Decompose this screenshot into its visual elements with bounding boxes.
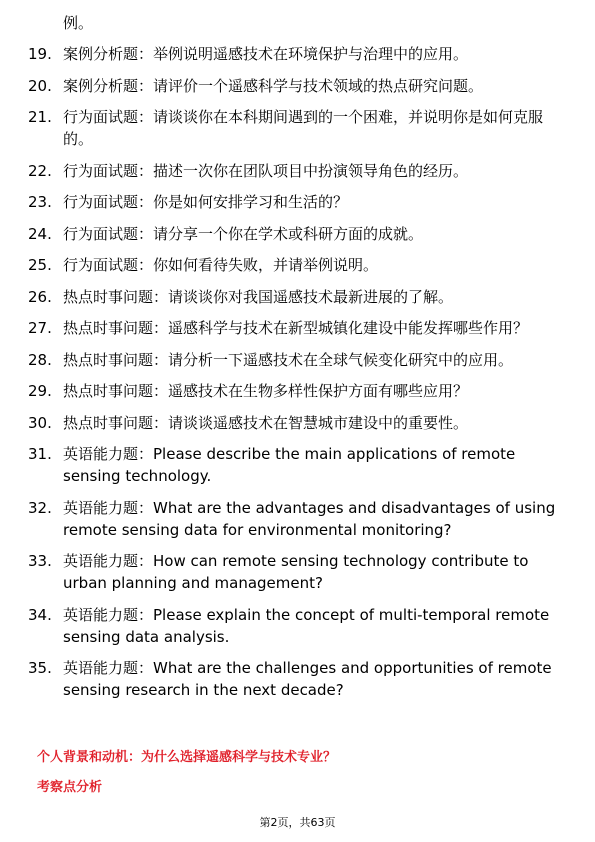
list-item: [28, 106, 563, 150]
item-number: 23.: [28, 193, 52, 211]
item-text: 行为面试题：描述一次你在团队项目中扮演领导角色的经历。: [63, 161, 469, 180]
list-item: [28, 223, 563, 245]
item-number: 31.: [28, 445, 52, 463]
item-number: 30.: [28, 413, 52, 432]
item-number: 24.: [28, 224, 52, 243]
section-subheading: 考察点分析: [37, 780, 103, 795]
item-number: 34.: [28, 605, 52, 624]
item-number: 27.: [28, 319, 52, 337]
item-text: 行为面试题：请谈谈你在本科期间遇到的一个困难，并说明你是如何克服的。: [63, 108, 544, 148]
item-text: 英语能力题：What are the challenges and opportunities of remote sensing research in the next decade?: [63, 659, 552, 699]
item-text: 热点时事问题：遥感科学与技术在新型城镇化建设中能发挥哪些作用？: [63, 319, 529, 337]
item-number: 28.: [28, 350, 52, 369]
section-heading: 个人背景和动机：为什么选择遥感科学与技术专业？: [37, 750, 337, 765]
item-number: 25.: [28, 256, 52, 274]
list-item: [28, 317, 563, 339]
list-item: [28, 497, 563, 541]
list-item: [28, 604, 563, 648]
list-item: [28, 75, 563, 97]
question-list: [28, 12, 563, 711]
item-text: 热点时事问题：请谈谈你对我国遥感技术最新进展的了解。: [63, 287, 454, 306]
list-item: [28, 412, 563, 434]
item-number: 32.: [28, 498, 52, 517]
item-number: 20.: [28, 76, 52, 95]
page-footer: 第2页，共63页: [259, 816, 336, 829]
list-item: [28, 286, 563, 308]
list-item: [28, 380, 563, 402]
item-text: 英语能力题：How can remote sensing technology contribute to urban planning and management?: [63, 552, 529, 592]
item-number: 33.: [28, 552, 52, 570]
list-item: [28, 43, 563, 65]
continuation-text: 例。: [63, 14, 94, 32]
item-number: 35.: [28, 659, 52, 677]
item-text: 热点时事问题：遥感技术在生物多样性保护方面有哪些应用？: [63, 382, 469, 400]
item-number: 21.: [28, 108, 52, 126]
item-text: 热点时事问题：请分析一下遥感技术在全球气候变化研究中的应用。: [63, 350, 514, 369]
item-text: 案例分析题：请评价一个遥感科学与技术领域的热点研究问题。: [63, 76, 484, 95]
list-item: [28, 191, 563, 213]
item-number: 19.: [28, 45, 52, 63]
list-item: [28, 657, 563, 701]
list-item: [28, 443, 563, 487]
list-item: [28, 160, 563, 182]
item-text: 案例分析题：举例说明遥感技术在环境保护与治理中的应用。: [63, 45, 469, 63]
item-text: 英语能力题：Please describe the main applications of remote sensing technology.: [63, 445, 516, 485]
item-number: 26.: [28, 287, 52, 306]
item-text: 行为面试题：你如何看待失败，并请举例说明。: [63, 256, 379, 274]
list-item: [28, 550, 563, 594]
item-text: 英语能力题：Please explain the concept of multi-temporal remote sensing data analysis.: [63, 605, 550, 646]
list-item: [28, 254, 563, 276]
item-text: 行为面试题：你是如何安排学习和生活的？: [63, 193, 349, 211]
item-text: 热点时事问题：请谈谈遥感技术在智慧城市建设中的重要性。: [63, 413, 469, 432]
item-text: 英语能力题：What are the advantages and disadvantages of using remote sensing data for environmental monitoring?: [63, 498, 556, 539]
item-text: 行为面试题：请分享一个你在学术或科研方面的成就。: [63, 224, 424, 243]
item-number: 29.: [28, 382, 52, 400]
list-item: [28, 349, 563, 371]
item-number: 22.: [28, 161, 52, 180]
